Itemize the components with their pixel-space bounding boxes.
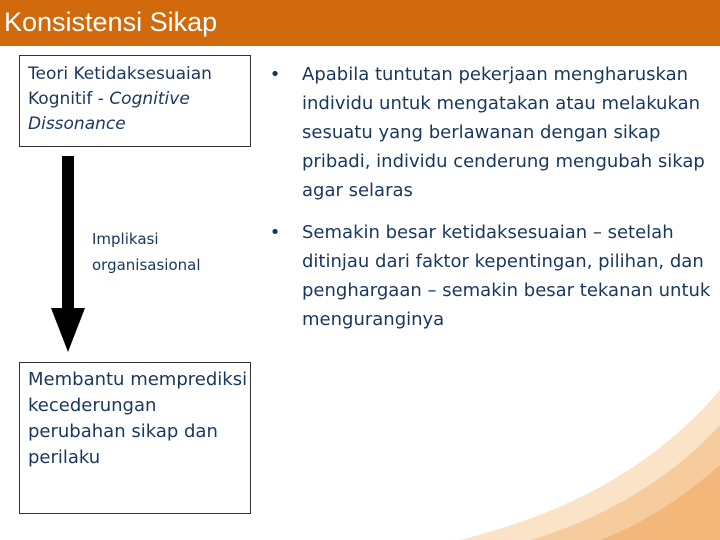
bullet-text: Semakin besar ketidaksesuaian – setelah ditinjau dari faktor kepentingan, pilihan, dan penghargaan – semakin besar tekanan untuk menguranginya — [302, 222, 711, 330]
theory-line-2-italic: Cognitive — [109, 89, 190, 109]
bullet-icon: • — [269, 222, 281, 243]
theory-line-2-plain: Kognitif - — [28, 89, 110, 109]
result-box: Membantu memprediksi kecederungan perubahan sikap dan perilaku — [19, 362, 251, 514]
bullet-text: Apabila tuntutan pekerjaan mengharuskan individu untuk mengatakan atau melakukan sesuatu yang berlawanan dengan sikap pribadi, individu cenderung mengubah sikap agar selaras — [302, 64, 705, 201]
decorative-swoosh — [420, 370, 720, 540]
implication-line-1: Implikasi — [92, 230, 159, 248]
bullet-icon: • — [269, 64, 281, 85]
slide-title: Konsistensi Sikap — [4, 7, 218, 37]
bullet-item — [262, 60, 714, 205]
theory-line-2 — [28, 87, 250, 112]
implication-label — [92, 226, 201, 278]
bullet-item — [262, 218, 714, 334]
title-bar — [0, 0, 720, 46]
theory-line-3: Dissonance — [28, 114, 126, 134]
bullet-list — [262, 60, 714, 347]
theory-line-1: Teori Ketidaksesuaian — [28, 64, 212, 84]
theory-box — [19, 55, 251, 147]
implication-line-2: organisasional — [92, 256, 201, 274]
down-arrow-icon — [48, 156, 88, 356]
